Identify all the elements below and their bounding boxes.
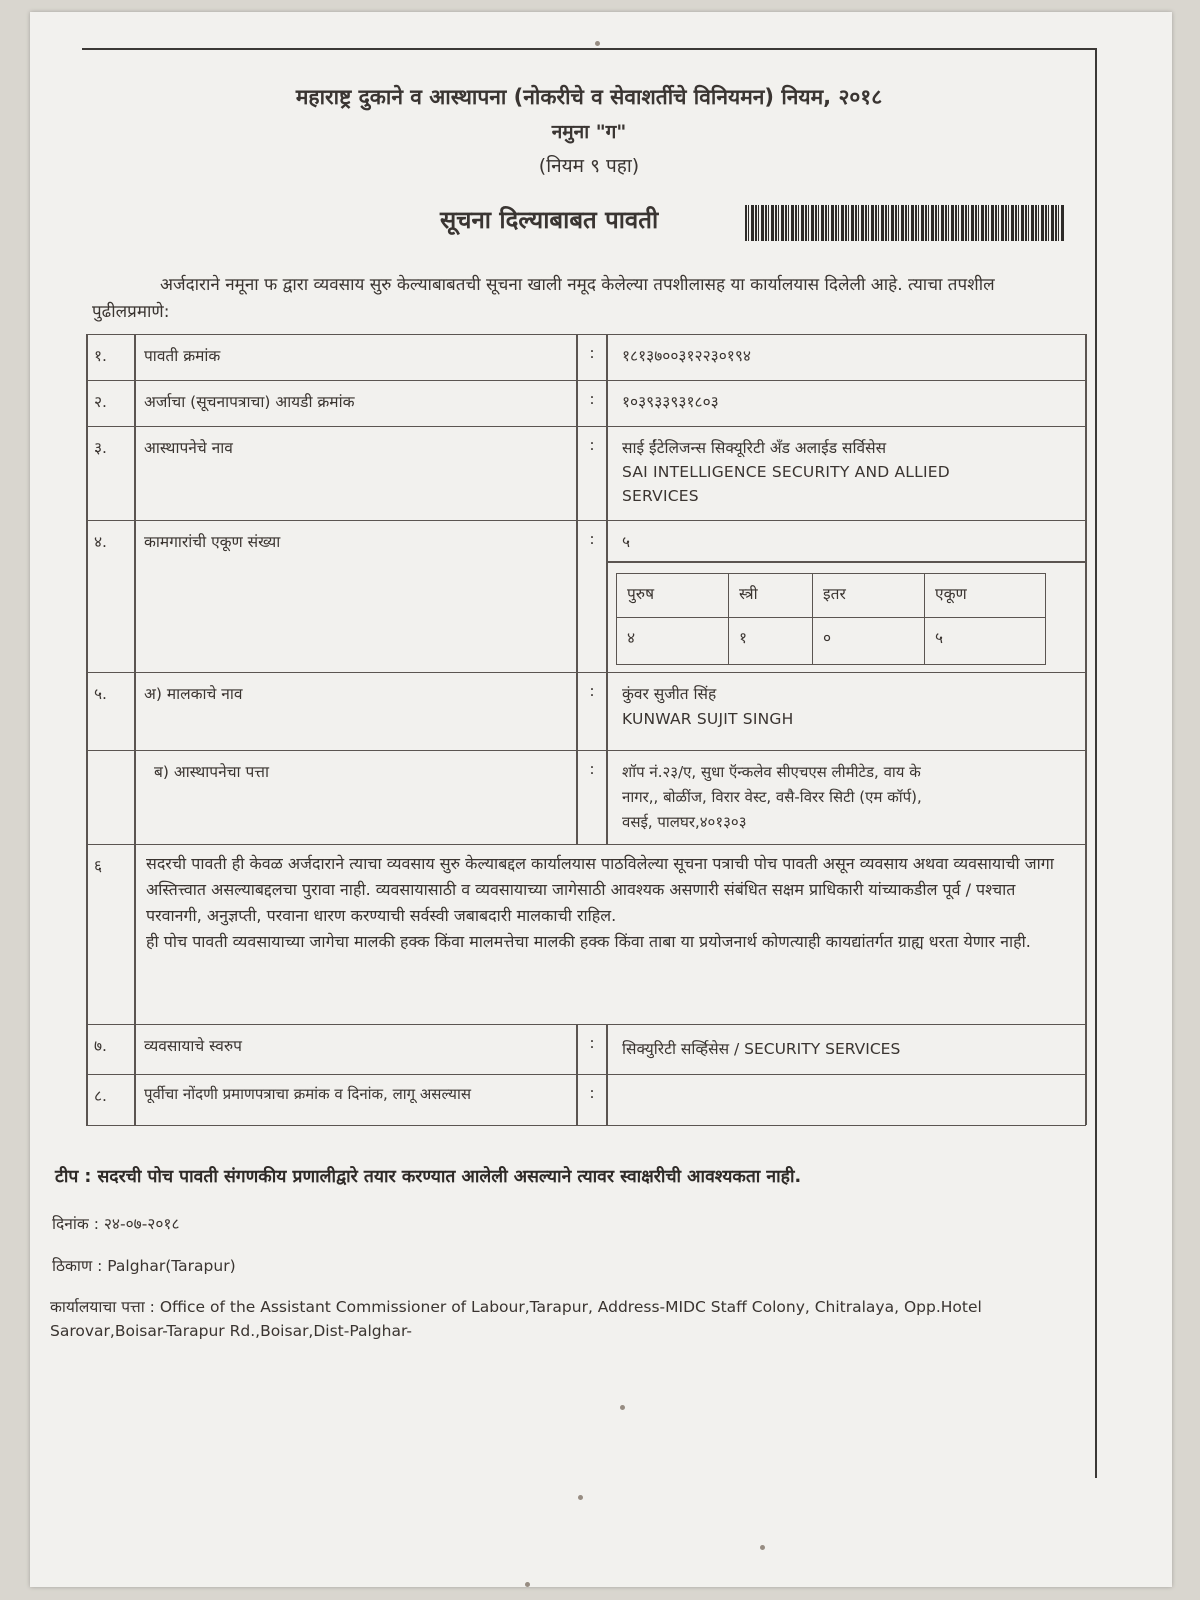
establishment-name [608,427,1086,521]
address-line1: शॉप नं.२३/ए, सुधा ऍन्कलेव सीएचएस लीमीटेड, वाय के [622,763,921,781]
establishment-address [608,751,1086,845]
place-line [52,1254,236,1276]
colon: : [589,682,595,700]
row-label: अ) मालकाचे नाव [144,685,243,703]
frame-right-border [1095,48,1097,1478]
workers-breakdown-table [616,573,1046,665]
row-label: ब) आस्थापनेचा पत्ता [154,763,270,781]
place-value: Palghar(Tarapur) [107,1257,236,1275]
row-label: पूर्वीचा नोंदणी प्रमाणपत्राचा क्रमांक व दिनांक, लागू असल्यास [144,1085,472,1103]
row-label: अर्जाचा (सूचनापत्राचा) आयडी क्रमांक [144,393,355,411]
row-label: व्यवसायाचे स्वरुप [144,1037,242,1055]
establishment-name-en-line2: SERVICES [622,487,699,505]
colon: : [589,390,595,408]
place-label: ठिकाण : [52,1257,103,1275]
establishment-name-mr: साई ईंटेलिजन्स सिक्यूरिटी अँड अलाईड सर्विसेस [622,439,887,457]
paper-speck [760,1545,765,1550]
table-row [86,1074,1086,1126]
date-value: २४-०७-२०१८ [103,1215,180,1233]
footer-note: टीप : सदरची पोच पावती संगणकीय प्रणालीद्वारे तयार करण्यात आलेली असल्याने त्यावर स्वाक्षरीची आवश्यकता नाही. [55,1167,802,1187]
document-title: महाराष्ट्र दुकाने व आस्थापना (नोकरीचे व सेवाशर्तीचे विनियमन) नियम, २०१८ [295,85,883,109]
previous-registration [608,1075,1086,1125]
header-female: स्त्री [729,574,813,618]
row-number: ७. [94,1037,107,1055]
office-value: Office of the Assistant Commissioner of Labour,Tarapur, Address-MIDC Staff Colony, Chitralaya, Opp.Hotel Sarovar,Boisar-Tarapur Rd.,Boisar,Dist-Palghar- [50,1298,982,1340]
row-label: पावती क्रमांक [144,347,221,365]
paper-speck [525,1582,530,1587]
row-number: १. [94,347,107,365]
table-row [86,380,1086,427]
male-count: ४ [617,618,729,664]
business-nature: सिक्युरिटी सर्व्हिसेस / SECURITY SERVICES [622,1040,901,1058]
table-row [86,334,1086,381]
receipt-title: सूचना दिल्याबाबत पावती [440,206,659,234]
header-male: पुरुष [617,574,729,618]
table-row [86,520,1086,673]
row-number [86,751,134,845]
office-label: कार्यालयाचा पत्ता : [50,1298,155,1316]
row-number: ६ [94,857,103,875]
owner-name-mr: कुंवर सुजीत सिंह [622,685,717,703]
table-row [86,750,1086,845]
row-number: ८. [94,1087,107,1105]
table-row [86,672,1086,751]
establishment-name-en-line1: SAI INTELLIGENCE SECURITY AND ALLIED [622,463,950,481]
table-row [86,844,1086,1025]
colon: : [589,436,595,454]
row-number: ३. [94,439,107,457]
paper-speck [595,41,600,46]
address-line2: नागर,, बोळींज, विरार वेस्ट, वसै-विरर सिटी (एम कॉर्प), [622,788,922,806]
row-number: ४. [94,533,107,551]
address-line3: वसई, पालघर,४०१३०३ [622,813,747,831]
total-count: ५ [935,629,944,647]
office-address [50,1295,1060,1343]
table-row [86,426,1086,521]
intro-paragraph: अर्जदाराने नमूना फ द्वारा व्यवसाय सुरु केल्याबाबतची सूचना खाली नमूद केलेल्या तपशीलासह या कार्यालयास दिलेली आहे. त्याचा तपशील पुढीलप्रमाणे: [92,275,995,322]
receipt-number: १८१३७००३१२२३०१९४ [622,347,751,365]
female-count: १ [729,618,813,664]
date-line [52,1212,180,1234]
barcode [745,205,1065,241]
disclaimer-paragraph-1: सदरची पावती ही केवळ अर्जदाराने त्याचा व्यवसाय सुरु केल्याबद्दल कार्यालयास पाठविलेल्या सूचना पत्राची पोच पावती असून व्यवसाय अथवा व्यवसायाची जागा अस्तित्त्वात असल्याबद्दलचा पुरावा नाही. व्यवसायासाठी व व्यवसायाच्या जागेसाठी आवश्यक असणारी संबंधित सक्षम प्राधिकारी यांच्याकडील पूर्व / पश्चात परवानगी, अनुज्ञप्ती, परवाना धारण करण्याची सर्वस्वी जबाबदारी मालकाची राहिल. [146,854,1054,925]
form-name: नमुना "ग" [551,121,627,143]
rule-reference: (नियम ९ पहा) [538,155,640,177]
application-id: १०३९३३९३१८०३ [622,393,719,411]
row-number: ५. [94,685,107,703]
disclaimer-paragraph-2: ही पोच पावती व्यवसायाच्या जागेचा मालकी हक्क किंवा मालमत्तेचा मालकी हक्क किंवा ताबा या प्रयोजनार्थ कोणत्याही कायद्यांतर्गत ग्राह्य धरता येणार नाही. [146,932,1031,951]
date-label: दिनांक : [52,1215,99,1233]
paper-speck [620,1405,625,1410]
table-row [86,1024,1086,1075]
colon: : [589,530,595,548]
owner-name [608,673,1086,751]
row-number: २. [94,393,107,411]
total-workers: ५ [622,533,631,551]
header-other: इतर [813,574,925,618]
row-label: आस्थापनेचे नाव [144,439,233,457]
colon: : [589,344,595,362]
row-label: कामगारांची एकूण संख्या [144,533,281,551]
other-count: ० [813,618,925,664]
colon: : [589,760,595,778]
owner-name-en: KUNWAR SUJIT SINGH [622,710,794,728]
disclaimer-note [136,845,1086,1025]
paper-speck [578,1495,583,1500]
frame-top-border [82,48,1096,50]
header-total: एकूण [925,574,1045,618]
colon: : [589,1084,595,1102]
colon: : [589,1034,595,1052]
